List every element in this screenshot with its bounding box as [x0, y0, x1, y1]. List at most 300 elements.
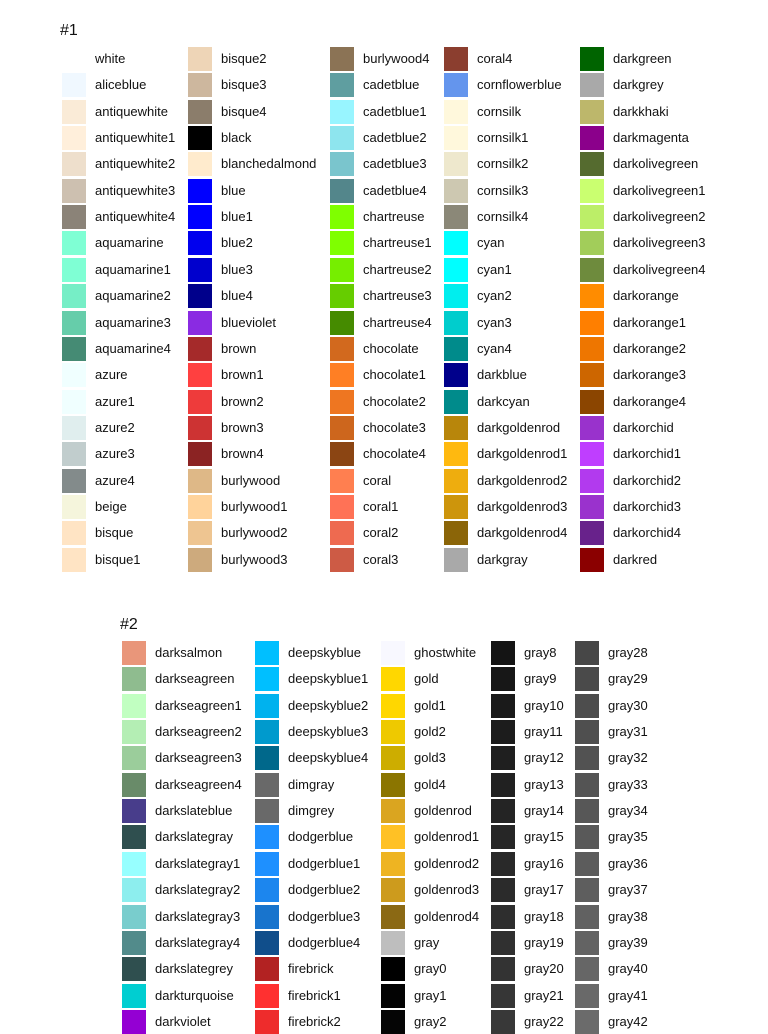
color-name-label: bisque2: [221, 51, 267, 66]
color-swatch: [122, 667, 146, 691]
color-name-label: azure3: [95, 446, 135, 461]
color-name-label: darkseagreen3: [155, 750, 242, 765]
color-swatch: [381, 825, 405, 849]
color-name-label: gray38: [608, 909, 648, 924]
color-name-label: coral: [363, 473, 392, 488]
color-name-label: dodgerblue4: [288, 935, 361, 950]
color-name-label: gray16: [524, 856, 564, 871]
color-name-label: dimgray: [288, 777, 335, 792]
color-name-label: darkorange1: [613, 315, 686, 330]
color-name-label: dodgerblue3: [288, 909, 361, 924]
color-swatch: [580, 469, 604, 493]
color-swatch: [62, 100, 86, 124]
color-name-label: gray14: [524, 803, 564, 818]
color-swatch: [188, 521, 212, 545]
color-name-label: chartreuse4: [363, 315, 432, 330]
color-swatch: [122, 746, 146, 770]
color-swatch: [444, 363, 468, 387]
color-name-label: darkslategray1: [155, 856, 241, 871]
color-swatch: [575, 746, 599, 770]
color-name-label: gray41: [608, 988, 648, 1003]
color-swatch: [188, 258, 212, 282]
color-swatch: [381, 931, 405, 955]
color-name-label: coral1: [363, 499, 399, 514]
color-name-label: azure: [95, 367, 128, 382]
color-swatch: [575, 720, 599, 744]
color-swatch: [330, 548, 354, 572]
color-name-label: gray1: [414, 988, 447, 1003]
color-swatch: [330, 205, 354, 229]
color-swatch: [255, 799, 279, 823]
color-name-label: firebrick2: [288, 1014, 341, 1029]
color-name-label: chartreuse1: [363, 235, 432, 250]
color-name-label: darkslategray2: [155, 882, 241, 897]
color-name-label: gray2: [414, 1014, 447, 1029]
color-swatch: [491, 931, 515, 955]
color-swatch: [381, 905, 405, 929]
color-swatch: [491, 746, 515, 770]
color-name-label: cadetblue4: [363, 183, 427, 198]
color-swatch: [188, 179, 212, 203]
color-name-label: gray15: [524, 829, 564, 844]
color-swatch: [491, 799, 515, 823]
color-swatch: [580, 390, 604, 414]
color-swatch: [188, 442, 212, 466]
color-swatch: [444, 100, 468, 124]
color-swatch: [575, 799, 599, 823]
color-swatch: [444, 469, 468, 493]
color-swatch: [444, 284, 468, 308]
color-name-label: cornsilk2: [477, 156, 529, 171]
color-swatch: [330, 179, 354, 203]
color-swatch: [188, 469, 212, 493]
color-swatch: [188, 73, 212, 97]
color-swatch: [444, 548, 468, 572]
color-swatch: [62, 337, 86, 361]
color-swatch: [444, 152, 468, 176]
color-swatch: [62, 548, 86, 572]
color-swatch: [444, 179, 468, 203]
color-swatch: [62, 73, 86, 97]
color-name-label: darkgrey: [613, 77, 664, 92]
color-swatch: [330, 442, 354, 466]
color-name-label: darkkhaki: [613, 104, 669, 119]
color-name-label: darkseagreen1: [155, 698, 242, 713]
color-name-label: cadetblue1: [363, 104, 427, 119]
color-name-label: goldenrod3: [414, 882, 480, 897]
color-swatch: [330, 100, 354, 124]
color-swatch: [330, 73, 354, 97]
color-swatch: [580, 363, 604, 387]
color-swatch: [444, 258, 468, 282]
color-name-label: chocolate: [363, 341, 419, 356]
color-name-label: gray: [414, 935, 440, 950]
color-swatch: [188, 152, 212, 176]
color-swatch: [580, 100, 604, 124]
color-name-label: chartreuse: [363, 209, 425, 224]
color-name-label: blanchedalmond: [221, 156, 317, 171]
color-name-label: darkolivegreen4: [613, 262, 706, 277]
color-name-label: brown: [221, 341, 257, 356]
color-swatch: [188, 231, 212, 255]
color-name-label: darkgray: [477, 552, 528, 567]
color-name-label: gray34: [608, 803, 648, 818]
color-name-label: chocolate3: [363, 420, 426, 435]
color-name-label: cyan3: [477, 315, 512, 330]
color-name-label: burlywood3: [221, 552, 288, 567]
color-swatch: [444, 495, 468, 519]
color-name-label: darkolivegreen2: [613, 209, 706, 224]
color-swatch: [575, 641, 599, 665]
color-name-label: gray13: [524, 777, 564, 792]
color-swatch: [255, 852, 279, 876]
color-name-label: cornsilk3: [477, 183, 529, 198]
color-name-label: antiquewhite: [95, 104, 168, 119]
color-name-label: darkorchid3: [613, 499, 681, 514]
color-swatch: [62, 311, 86, 335]
color-swatch: [330, 416, 354, 440]
color-swatch: [580, 152, 604, 176]
color-name-label: cadetblue: [363, 77, 420, 92]
color-swatch: [188, 284, 212, 308]
color-swatch: [580, 284, 604, 308]
color-swatch: [188, 311, 212, 335]
color-name-label: darkolivegreen1: [613, 183, 706, 198]
color-name-label: cornsilk: [477, 104, 522, 119]
color-swatch: [255, 984, 279, 1008]
color-swatch: [330, 363, 354, 387]
color-swatch: [575, 825, 599, 849]
color-name-label: gray12: [524, 750, 564, 765]
color-name-label: gray17: [524, 882, 564, 897]
color-swatch: [580, 47, 604, 71]
color-name-label: azure4: [95, 473, 135, 488]
color-swatch: [188, 126, 212, 150]
color-swatch: [255, 694, 279, 718]
color-name-label: darkorange: [613, 288, 679, 303]
color-swatch: [491, 773, 515, 797]
color-swatch: [62, 205, 86, 229]
color-name-label: dodgerblue1: [288, 856, 361, 871]
color-swatch: [62, 231, 86, 255]
color-name-label: darkslategray4: [155, 935, 241, 950]
color-swatch: [188, 548, 212, 572]
color-swatch: [491, 957, 515, 981]
color-swatch: [381, 799, 405, 823]
color-name-label: darkorchid4: [613, 525, 681, 540]
color-swatch: [255, 1010, 279, 1034]
color-name-label: bisque1: [95, 552, 141, 567]
color-swatch: [62, 442, 86, 466]
color-name-label: deepskyblue2: [288, 698, 369, 713]
color-swatch: [381, 773, 405, 797]
color-name-label: darkslategrey: [155, 961, 234, 976]
color-name-label: darkolivegreen: [613, 156, 699, 171]
color-name-label: gray36: [608, 856, 648, 871]
color-name-label: bisque3: [221, 77, 267, 92]
color-name-label: gray30: [608, 698, 648, 713]
color-swatch: [330, 47, 354, 71]
color-swatch: [491, 905, 515, 929]
color-swatch: [381, 746, 405, 770]
color-name-label: darkgoldenrod: [477, 420, 561, 435]
color-name-label: coral3: [363, 552, 399, 567]
color-swatch: [255, 957, 279, 981]
color-swatch: [330, 284, 354, 308]
color-swatch: [62, 152, 86, 176]
color-name-label: firebrick: [288, 961, 334, 976]
color-name-label: burlywood: [221, 473, 281, 488]
color-name-label: blue2: [221, 235, 253, 250]
color-swatch: [575, 694, 599, 718]
color-name-label: dimgrey: [288, 803, 335, 818]
color-name-label: darkgreen: [613, 51, 672, 66]
color-name-label: deepskyblue4: [288, 750, 369, 765]
color-swatch: [62, 521, 86, 545]
color-swatch: [381, 957, 405, 981]
color-name-label: darkorchid1: [613, 446, 681, 461]
color-swatch: [580, 179, 604, 203]
color-name-label: gray11: [524, 724, 563, 739]
color-swatch: [330, 311, 354, 335]
color-swatch: [122, 957, 146, 981]
color-swatch: [580, 337, 604, 361]
color-name-label: burlywood1: [221, 499, 288, 514]
color-name-label: darkorange2: [613, 341, 686, 356]
color-swatch: [62, 363, 86, 387]
color-name-label: darkturquoise: [155, 988, 234, 1003]
color-swatch: [255, 667, 279, 691]
color-name-label: darksalmon: [155, 645, 223, 660]
color-swatch: [444, 416, 468, 440]
color-name-label: darkorange3: [613, 367, 686, 382]
color-name-label: gray35: [608, 829, 648, 844]
color-swatch: [188, 390, 212, 414]
color-swatch: [580, 442, 604, 466]
color-name-label: brown4: [221, 446, 264, 461]
color-name-label: gray33: [608, 777, 648, 792]
color-name-label: cyan: [477, 235, 505, 250]
color-swatch: [188, 47, 212, 71]
color-name-label: deepskyblue3: [288, 724, 369, 739]
color-name-label: aquamarine2: [95, 288, 171, 303]
color-name-label: gray10: [524, 698, 564, 713]
color-swatch: [122, 799, 146, 823]
color-name-label: blue3: [221, 262, 253, 277]
color-name-label: antiquewhite1: [95, 130, 176, 145]
color-name-label: gray8: [524, 645, 557, 660]
color-name-label: darkgoldenrod2: [477, 473, 568, 488]
color-name-label: dodgerblue: [288, 829, 354, 844]
color-swatch: [580, 495, 604, 519]
panel-1-title: #1: [60, 22, 78, 39]
color-name-label: antiquewhite2: [95, 156, 176, 171]
color-swatch: [444, 73, 468, 97]
color-swatch: [491, 878, 515, 902]
color-name-label: bisque: [95, 525, 134, 540]
color-swatch: [444, 521, 468, 545]
color-swatch: [381, 720, 405, 744]
color-swatch: [62, 179, 86, 203]
color-name-label: gray9: [524, 671, 557, 686]
color-swatch: [580, 311, 604, 335]
color-swatch: [122, 984, 146, 1008]
color-swatch: [580, 205, 604, 229]
color-swatch: [580, 548, 604, 572]
color-swatch: [122, 641, 146, 665]
color-swatch: [122, 720, 146, 744]
color-swatch: [122, 905, 146, 929]
color-name-label: darkcyan: [477, 394, 530, 409]
color-swatch: [62, 258, 86, 282]
color-name-label: blue1: [221, 209, 253, 224]
color-swatch: [188, 416, 212, 440]
color-swatch: [444, 442, 468, 466]
color-name-label: blue: [221, 183, 246, 198]
color-swatch: [580, 258, 604, 282]
color-name-label: cyan2: [477, 288, 512, 303]
color-swatch: [62, 469, 86, 493]
color-name-label: aliceblue: [95, 77, 147, 92]
color-name-label: darkslategray3: [155, 909, 241, 924]
color-name-label: chocolate4: [363, 446, 426, 461]
color-swatch: [575, 931, 599, 955]
color-name-label: darkslategray: [155, 829, 234, 844]
color-name-label: gray31: [608, 724, 648, 739]
color-name-label: azure2: [95, 420, 135, 435]
color-name-label: cadetblue3: [363, 156, 427, 171]
color-swatch: [491, 825, 515, 849]
color-swatch: [580, 73, 604, 97]
color-name-label: darkseagreen: [155, 671, 235, 686]
color-name-label: darkgoldenrod3: [477, 499, 568, 514]
color-name-label: coral4: [477, 51, 513, 66]
color-swatch: [381, 878, 405, 902]
color-swatch: [575, 852, 599, 876]
color-name-label: white: [95, 51, 126, 66]
color-name-label: gold3: [414, 750, 446, 765]
color-swatch: [255, 641, 279, 665]
color-swatch: [575, 1010, 599, 1034]
color-swatch: [330, 337, 354, 361]
color-name-label: gray37: [608, 882, 648, 897]
color-name-label: chartreuse3: [363, 288, 432, 303]
color-swatch: [330, 231, 354, 255]
color-name-label: darkolivegreen3: [613, 235, 706, 250]
color-name-label: burlywood4: [363, 51, 430, 66]
color-name-label: darkred: [613, 552, 658, 567]
color-swatch: [255, 825, 279, 849]
color-swatch: [62, 47, 86, 71]
color-swatch: [444, 337, 468, 361]
color-name-label: dodgerblue2: [288, 882, 361, 897]
color-name-label: goldenrod1: [414, 829, 480, 844]
color-swatch: [575, 905, 599, 929]
color-swatch: [255, 720, 279, 744]
color-swatch: [444, 311, 468, 335]
color-swatch: [62, 495, 86, 519]
color-swatch: [330, 258, 354, 282]
color-name-label: chartreuse2: [363, 262, 432, 277]
color-name-label: brown2: [221, 394, 264, 409]
color-name-label: chocolate1: [363, 367, 426, 382]
color-swatch: [575, 667, 599, 691]
panel-2-title: #2: [120, 616, 138, 633]
color-swatch: [330, 469, 354, 493]
color-swatch: [381, 641, 405, 665]
color-name-label: aquamarine4: [95, 341, 171, 356]
color-swatch: [381, 1010, 405, 1034]
color-name-label: gray28: [608, 645, 648, 660]
color-name-label: darkslateblue: [155, 803, 233, 818]
color-swatch: [580, 126, 604, 150]
color-swatch: [491, 667, 515, 691]
color-swatch: [330, 495, 354, 519]
color-name-label: deepskyblue1: [288, 671, 369, 686]
color-name-label: deepskyblue: [288, 645, 361, 660]
color-name-label: cyan1: [477, 262, 512, 277]
color-swatch: [62, 416, 86, 440]
color-swatch: [491, 852, 515, 876]
color-swatch: [188, 337, 212, 361]
color-name-label: darkseagreen4: [155, 777, 242, 792]
color-swatch: [188, 205, 212, 229]
color-name-label: bisque4: [221, 104, 267, 119]
color-swatch: [491, 641, 515, 665]
color-swatch: [491, 984, 515, 1008]
color-name-label: gold2: [414, 724, 446, 739]
color-swatch: [575, 984, 599, 1008]
color-swatch: [381, 694, 405, 718]
color-name-label: gray18: [524, 909, 564, 924]
color-name-label: aquamarine3: [95, 315, 171, 330]
color-swatch: [255, 773, 279, 797]
color-name-label: ghostwhite: [414, 645, 477, 660]
color-swatch: [444, 47, 468, 71]
color-name-label: brown3: [221, 420, 264, 435]
color-swatch: [381, 984, 405, 1008]
color-swatch: [122, 878, 146, 902]
color-swatch: [330, 390, 354, 414]
color-name-label: darkviolet: [155, 1014, 211, 1029]
color-swatch: [575, 957, 599, 981]
color-name-label: cadetblue2: [363, 130, 427, 145]
color-name-label: burlywood2: [221, 525, 288, 540]
color-name-label: cornsilk1: [477, 130, 529, 145]
color-swatch: [62, 390, 86, 414]
color-name-label: cornsilk4: [477, 209, 529, 224]
color-name-label: chocolate2: [363, 394, 426, 409]
color-swatch: [575, 878, 599, 902]
color-name-label: goldenrod2: [414, 856, 480, 871]
color-name-label: blueviolet: [221, 315, 276, 330]
color-swatch: [255, 878, 279, 902]
color-swatch: [62, 126, 86, 150]
color-swatch: [188, 100, 212, 124]
color-name-label: gold: [414, 671, 439, 686]
color-swatch: [255, 931, 279, 955]
color-name-label: darkmagenta: [613, 130, 689, 145]
color-name-label: gold4: [414, 777, 446, 792]
color-name-label: gold1: [414, 698, 446, 713]
color-name-label: coral2: [363, 525, 399, 540]
color-swatch: [580, 416, 604, 440]
color-swatch: [330, 152, 354, 176]
color-name-label: goldenrod4: [414, 909, 480, 924]
color-swatch: [381, 852, 405, 876]
color-swatch: [491, 694, 515, 718]
color-swatch: [122, 1010, 146, 1034]
